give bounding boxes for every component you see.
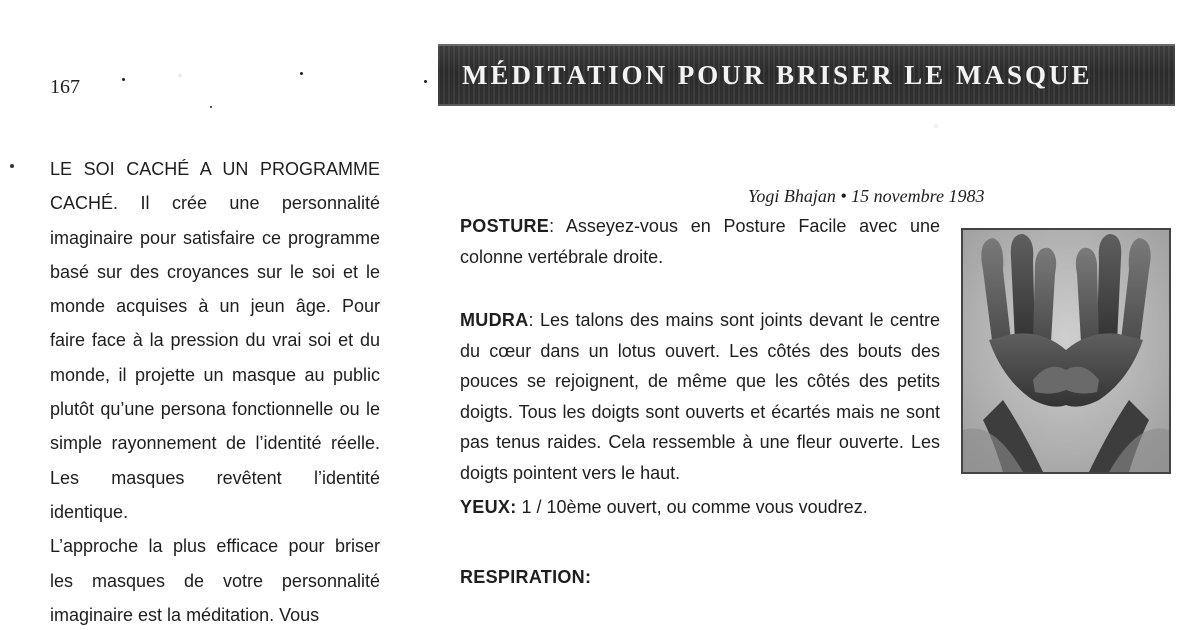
breath-section bbox=[460, 562, 940, 593]
speck bbox=[210, 106, 212, 108]
eyes-text: 1 / 10ème ouvert, ou comme vous voudrez. bbox=[516, 497, 868, 517]
mudra-section bbox=[460, 305, 940, 488]
approach-paragraph: L’approche la plus efficace pour briser les masques de votre personnalité imaginaire est la méditation. Vous bbox=[50, 536, 380, 625]
author-date-byline: Yogi Bhajan • 15 novembre 1983 bbox=[748, 186, 985, 206]
speck bbox=[424, 80, 427, 83]
title-banner bbox=[438, 44, 1175, 106]
page-number: 167 bbox=[50, 76, 80, 98]
posture-section bbox=[460, 211, 940, 272]
intro-paragraph bbox=[50, 152, 380, 529]
eyes-label: YEUX: bbox=[460, 497, 517, 517]
breath-label: RESPIRATION: bbox=[460, 566, 592, 587]
page-title: MÉDITATION POUR BRISER LE MASQUE bbox=[462, 60, 1093, 90]
instructions-column bbox=[460, 211, 940, 592]
posture-text: : Asseyez-vous en Posture Facile avec une colonne vertébrale droite. bbox=[460, 216, 940, 267]
mudra-text: : Les talons des mains sont joints devant le centre du cœur dans un lotus ouvert. Les côtés des bouts des pouces se rejoignent, de même que les côtés des petits doigts. Tous les doigts sont ouverts et écartés mais ne sont pas tenus raides. Cela ressemble à une fleur ouverte. Les doigts pointent vers le haut. bbox=[460, 310, 940, 483]
eyes-section bbox=[460, 492, 940, 523]
mudra-photo bbox=[961, 228, 1171, 474]
speck bbox=[122, 78, 125, 81]
left-text-column bbox=[50, 152, 380, 630]
margin-dot bbox=[10, 164, 14, 168]
lotus-hands-image bbox=[963, 230, 1169, 472]
intro-caps-lead: LE SOI CACHÉ A UN PROGRAMME CACHÉ. bbox=[50, 159, 380, 214]
intro-body: Il crée une personnalité imaginaire pour satisfaire ce programme basé sur des croyances sur le soi et le monde acquises à un jeun âge. Pour faire face à la pression du vrai soi et du monde, il projette un masque au public plutôt qu’une persona fonctionnelle ou le simple rayonnement de l’identité réelle. Les masques revêtent l’identité identique. bbox=[50, 193, 380, 522]
posture-label: POSTURE bbox=[460, 216, 550, 236]
speck bbox=[300, 72, 303, 75]
mudra-label: MUDRA bbox=[460, 310, 529, 330]
